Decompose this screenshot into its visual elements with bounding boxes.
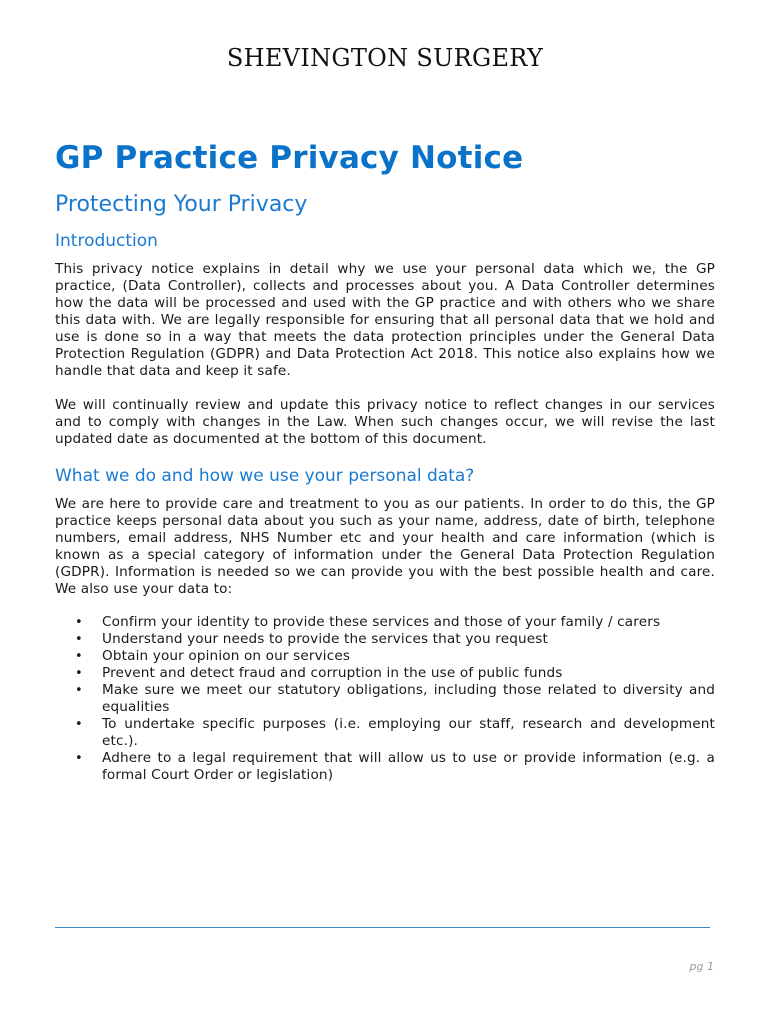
document-subtitle: Protecting Your Privacy [55, 192, 308, 217]
list-item-text: Obtain your opinion on our services [102, 648, 351, 664]
surgery-name-header: SHEVINGTON SURGERY [226, 44, 544, 72]
bullet-icon: • [75, 649, 83, 664]
usage-paragraph: We are here to provide care and treatment to you as our patients. In order to do this, the GP practice keeps personal data about you such as your name, address, date of birth, telephone numbers, email address, NHS Number etc and your health and care information (which is known as a special category of information under the General Data Protection Regulation (GDPR). Information is needed so we can provide you with the best possible health and care. We also use your data to: [55, 496, 715, 597]
list-item-text: Adhere to a legal requirement that will allow us to use or provide information (e.g. a formal Court Order or legislation) [102, 750, 715, 783]
usage-heading: What we do and how we use your personal data? [55, 466, 475, 486]
bullet-icon: • [75, 632, 83, 647]
introduction-paragraph-1: This privacy notice explains in detail why we use your personal data which we, the GP practice, (Data Controller), collects and processes about you. A Data Controller determines how the data will be processed and used with the GP practice and with others who we share this data with. We are legally responsible for ensuring that all personal data that we hold and use is done so in a way that meets the data protection principles under the General Data Protection Regulation (GDPR) and Data Protection Act 2018. This notice also explains how we handle that data and keep it safe. [55, 261, 715, 379]
document-title: GP Practice Privacy Notice [55, 140, 524, 176]
bullet-icon: • [75, 615, 83, 630]
list-item-text: To undertake specific purposes (i.e. employing our staff, research and development etc.). [102, 716, 715, 749]
list-item [55, 750, 715, 784]
bullet-icon: • [75, 683, 83, 698]
bullet-icon: • [75, 717, 83, 732]
introduction-paragraph-2: We will continually review and update this privacy notice to reflect changes in our services and to comply with changes in the Law. When such changes occur, we will revise the last updated date as documented at the bottom of this document. [55, 397, 715, 447]
list-item-text: Prevent and detect fraud and corruption in the use of public funds [102, 665, 563, 681]
list-item [55, 631, 715, 648]
list-item [55, 648, 715, 665]
page-number: pg 1 [689, 960, 714, 973]
usage-list [55, 614, 715, 784]
introduction-heading: Introduction [55, 231, 158, 251]
list-item-text: Confirm your identity to provide these services and those of your family / carers [102, 614, 661, 630]
list-item [55, 614, 715, 631]
footer-divider [55, 927, 710, 928]
list-item [55, 665, 715, 682]
bullet-icon: • [75, 666, 83, 681]
list-item [55, 716, 715, 750]
bullet-icon: • [75, 751, 83, 766]
list-item-text: Make sure we meet our statutory obligations, including those related to diversity and equalities [102, 682, 715, 715]
list-item-text: Understand your needs to provide the services that you request [102, 631, 548, 647]
document-body [55, 140, 715, 784]
list-item [55, 682, 715, 716]
